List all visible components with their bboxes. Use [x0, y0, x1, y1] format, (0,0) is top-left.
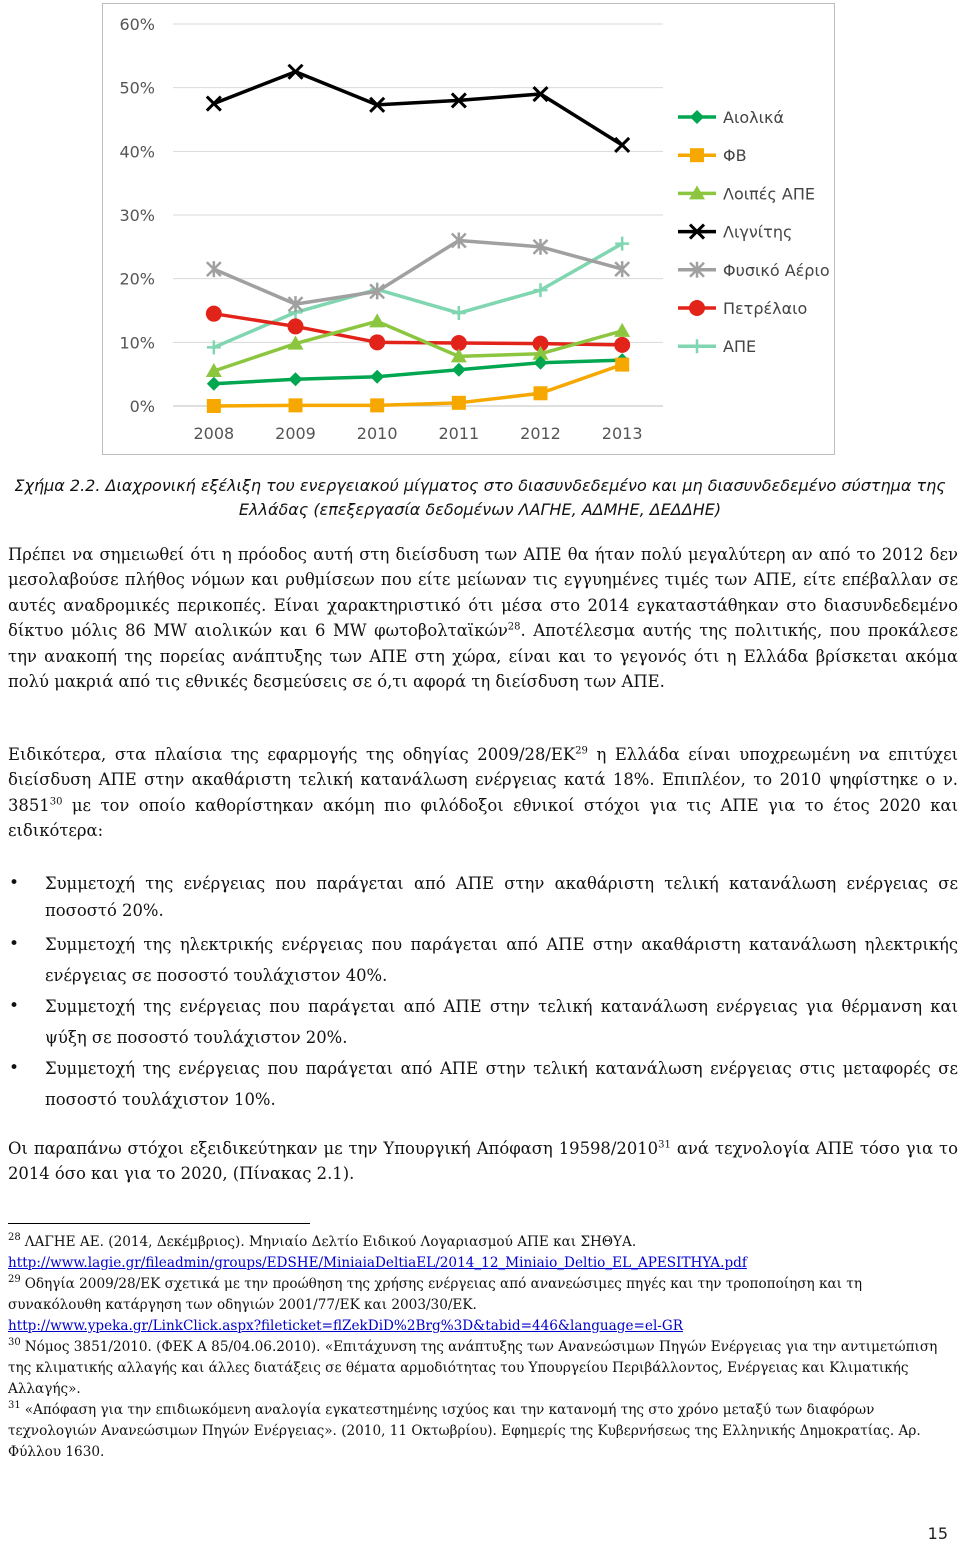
- y-tick-label: 10%: [119, 333, 155, 353]
- footnote-text: Νόμος 3851/2010. (ΦΕΚ Α 85/04.06.2010). «Επιτάχυνση της ανάπτυξης των Ανανεώσιμων Πηγών Ενέργειας για την αντιμετώπιση της κλιματικής αλλαγής και άλλες διατάξεις σε θέματα αρμοδιότητας του Υπουργείου Περιβάλλοντος, Ενέργειας και Κλιματικής Αλλαγής».: [8, 1339, 938, 1397]
- x-tick-label: 2011: [438, 424, 480, 443]
- series-5-point: [369, 334, 385, 350]
- legend-marker: [690, 148, 704, 162]
- footnote-text: ΛΑΓΗΕ ΑΕ. (2014, Δεκέμβριος). Μηνιαίο Δελτίο Ειδικού Λογαριασμού ΑΠΕ και ΣΗΘΥΑ.: [24, 1234, 637, 1250]
- series-1-point: [615, 358, 629, 372]
- legend-label: Λοιπές ΑΠΕ: [723, 184, 815, 204]
- y-tick-label: 50%: [119, 78, 155, 98]
- series-1-point: [207, 399, 221, 413]
- list-item: • Συμμετοχή της ηλεκτρικής ενέργειας που παράγεται από ΑΠΕ στην ακαθάριστη κατανάλωση ηλεκτρικής ενέργειας σε ποσοστό τουλάχιστον 40%.: [0, 929, 958, 991]
- para2-text-a: Ειδικότερα, στα πλαίσια της εφαρμογής της οδηγίας 2009/28/ΕΚ: [8, 745, 576, 764]
- series-1-point: [289, 398, 303, 412]
- series-5-point: [614, 337, 630, 353]
- legend-marker: [689, 300, 705, 316]
- footnote-ref-29[interactable]: 29: [575, 745, 588, 757]
- series-3-line: [214, 72, 622, 145]
- series-1-point: [534, 386, 548, 400]
- legend-label: ΑΠΕ: [723, 337, 757, 357]
- list-item: • Συμμετοχή της ενέργειας που παράγεται από ΑΠΕ στην τελική κατανάλωση ενέργειας στις μεταφορές σε ποσοστό τουλάχιστον 10%.: [0, 1053, 958, 1115]
- para2-text-b: η Ελλάδα είναι υποχρεωμένη να επιτύχει διείσδυση ΑΠΕ στην ακαθάριστη τελική κατανάλωση ενέργειας κατά 18%. Επιπλέον, το 2010 ψηφίστηκε ο ν. 3851: [8, 745, 958, 815]
- series-0-point: [289, 372, 303, 386]
- list-item: • Συμμετοχή της ενέργειας που παράγεται από ΑΠΕ στην τελική κατανάλωση ενέργειας για θέρμανση και ψύξη σε ποσοστό τουλάχιστον 20%.: [0, 991, 958, 1053]
- footnote-31: [8, 1400, 958, 1463]
- para3-text-b: ανά τεχνολογία ΑΠΕ τόσο για το 2014 όσο και για το 2020, (Πίνακας 2.1).: [8, 1139, 958, 1184]
- footnote-30: [8, 1337, 958, 1400]
- footnote-28: [8, 1232, 958, 1274]
- series-0-point: [452, 363, 466, 377]
- x-tick-label: 2008: [193, 424, 235, 443]
- series-4-point: [207, 261, 221, 277]
- legend-label: Αιολικά: [723, 108, 785, 127]
- series-0-point: [370, 370, 384, 384]
- footnote-link-lagie[interactable]: http://www.lagie.gr/fileadmin/groups/EDSHE/MiniaiaDeltiaEL/2014_12_Miniaio_Deltio_EL_APESITHYA.pdf: [8, 1255, 747, 1271]
- series-3-point: [615, 138, 629, 152]
- legend-label: Πετρέλαιο: [723, 299, 808, 318]
- y-tick-label: 0%: [129, 397, 155, 416]
- para3-text-a: Οι παραπάνω στόχοι εξειδικεύτηκαν με την Υπουργική Απόφαση 19598/2010: [8, 1139, 659, 1158]
- legend-marker: [690, 339, 704, 353]
- y-tick-label: 20%: [119, 269, 155, 289]
- footnotes: [8, 1232, 958, 1463]
- figure-caption: Σχήμα 2.2. Διαχρονική εξέλιξη του ενεργειακού μίγματος στο διασυνδεδεμένο και μη διασυνδεδεμένο σύστημα της Ελλάδας (επεξεργασία δεδομένων ΛΑΓΗΕ, ΑΔΜΗΕ, ΔΕΔΔΗΕ): [14, 476, 946, 519]
- series-6-point: [452, 306, 466, 320]
- series-4-line: [214, 240, 622, 304]
- paragraph-ape-penetration: [8, 542, 958, 694]
- x-tick-label: 2012: [520, 424, 561, 443]
- paragraph-ministerial-decision: [8, 1136, 958, 1187]
- series-5-point: [206, 306, 222, 322]
- footnote-29: [8, 1274, 958, 1337]
- series-3-point: [289, 65, 303, 79]
- series-6-point: [615, 237, 629, 251]
- footnote-number: 31: [8, 1400, 21, 1412]
- series-5-point: [288, 318, 304, 334]
- para1-text-b: . Αποτέλεσμα αυτής της πολιτικής, που προκάλεσε την ανακοπή της πορείας ανάπτυξης των ΑΠΕ στη χώρα, είναι και το γεγονός ότι η Ελλάδα βρίσκεται ακόμα πολύ μακριά από τις εθνικές δεσμεύσεις σε ό,τι αφορά τη διείσδυση των ΑΠΕ.: [8, 621, 958, 692]
- legend-label: ΦΒ: [723, 146, 747, 166]
- legend-label: Φυσικό Αέριο: [723, 260, 830, 280]
- footnote-link-ypeka[interactable]: http://www.ypeka.gr/LinkClick.aspx?fileticket=flZekDiD%2Brg%3D&tabid=446&language=el-GR: [8, 1318, 683, 1334]
- footnote-ref-30[interactable]: 30: [49, 796, 63, 808]
- series-1-line: [214, 365, 622, 406]
- series-6-point: [534, 283, 548, 297]
- series-0-point: [207, 377, 221, 391]
- paragraph-eu-directive: [8, 742, 958, 844]
- x-tick-label: 2009: [275, 424, 316, 443]
- x-tick-label: 2013: [601, 424, 643, 443]
- para2-text-c: με τον οποίο καθορίστηκαν ακόμη πιο φιλόδοξοι εθνικοί στόχοι για τις ΑΠΕ για το έτος 2020 και ειδικότερα:: [8, 795, 958, 841]
- page-number: 15: [927, 1524, 948, 1543]
- series-2-point: [614, 323, 630, 337]
- targets-list: [0, 870, 958, 1115]
- y-tick-label: 30%: [119, 206, 155, 225]
- list-item: • Συμμετοχή της ενέργειας που παράγεται από ΑΠΕ στην ακαθάριστη τελική κατανάλωση ενέργειας σε ποσοστό 20%.: [0, 870, 958, 924]
- y-tick-label: 40%: [119, 142, 155, 162]
- para1-text-a: Πρέπει να σημειωθεί ότι η πρόοδος αυτή στη διείσδυση των ΑΠΕ θα ήταν πολύ μεγαλύτερη αν από το 2012 δεν μεσολαβούσε πλήθος νόμων και ρυθμίσεων που είτε μείωναν τις εγγυημένες τιμές των ΑΠΕ, είτε επέβαλλαν σε αυτές αναδρομικές περικοπές. Είναι χαρακτηριστικό ότι μέσα στο 2014 εγκαταστάθηκαν στο διασυνδεδεμένο δίκτυο μόλις 86 MW αιολικών και 6 MW φωτοβολταϊκών: [8, 545, 958, 641]
- footnote-number: 29: [8, 1274, 21, 1286]
- footnote-number: 28: [8, 1232, 21, 1244]
- series-0-line: [214, 360, 622, 384]
- footnote-ref-28[interactable]: 28: [507, 621, 521, 633]
- series-2-point: [369, 313, 385, 327]
- series-3-point: [207, 97, 221, 111]
- footnote-text: «Απόφαση για την επιδιωκόμενη αναλογία εγκατεστημένης ισχύος και την κατανομή της στο χρόνο μεταξύ των διαφόρων τεχνολογιών Ανανεώσιμων Πηγών Ενέργειας». (2010, 11 Οκτωβρίου). Εφημερίς της Κυβερνήσεως της Ελληνικής Δημοκρατίας. Αρ. Φύλλου 1630.: [8, 1402, 921, 1460]
- energy-mix-chart-svg: [103, 4, 834, 454]
- series-1-point: [452, 396, 466, 410]
- legend-marker: [690, 110, 704, 124]
- legend-label: Λιγνίτης: [723, 222, 793, 242]
- series-1-point: [370, 398, 384, 412]
- footnote-text: Οδηγία 2009/28/ΕΚ σχετικά με την προώθηση της χρήσης ενέργειας από ανανεώσιμες πηγές και την τροποποίηση και τη συνακόλουθη κατάργηση των οδηγιών 2001/77/ΕΚ και 2003/30/ΕΚ.: [8, 1276, 862, 1313]
- energy-mix-chart: [102, 3, 835, 455]
- footnote-number: 30: [8, 1337, 21, 1349]
- footnote-separator: [8, 1223, 310, 1224]
- footnote-ref-31[interactable]: 31: [658, 1139, 671, 1151]
- x-tick-label: 2010: [356, 424, 398, 443]
- y-tick-label: 60%: [119, 15, 155, 34]
